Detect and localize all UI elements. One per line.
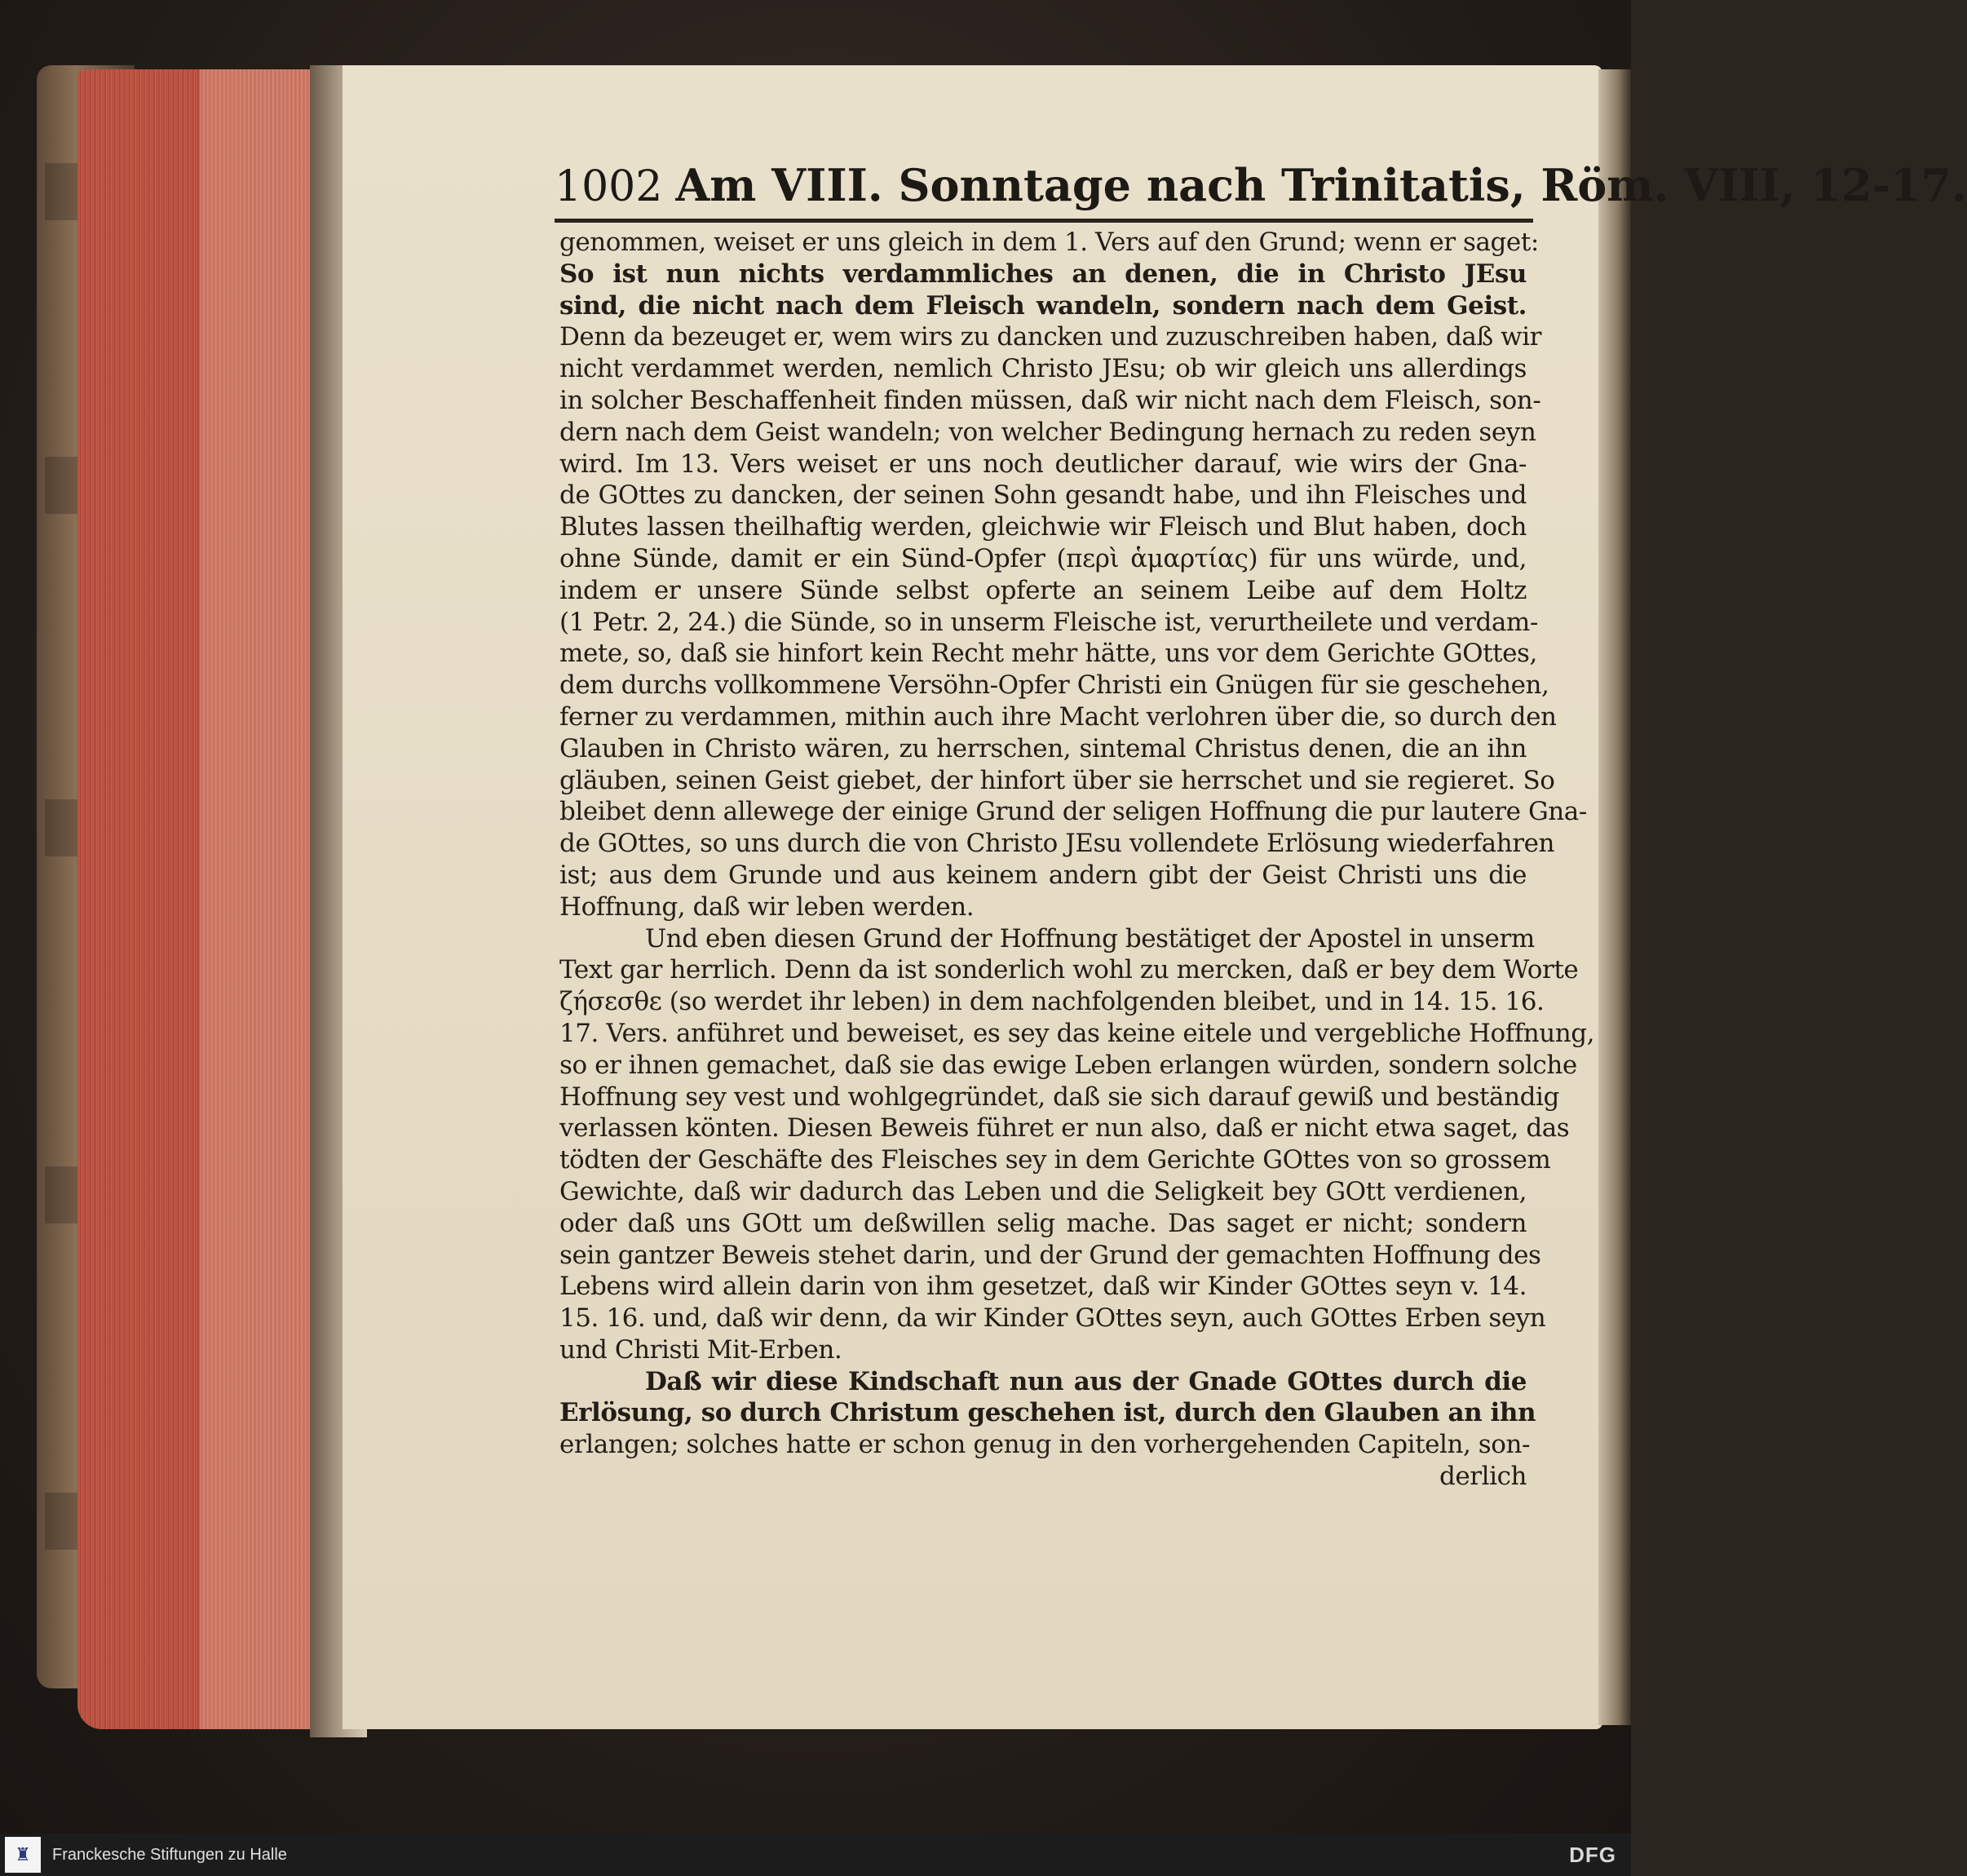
text-line: Erlösung, so durch Christum geschehen ist, durch den Glauben an ihn: [559, 1398, 1536, 1428]
catchword: derlich: [1439, 1462, 1527, 1492]
body-text: [559, 227, 1595, 1493]
institution-logo-icon: ♜: [15, 1844, 31, 1865]
text-line: genommen, weiset er uns gleich in dem 1. Vers auf den Grund; wenn er saget:: [559, 228, 1539, 257]
text-line: de GOttes, so uns durch die von Christo JEsu vollendete Erlösung wiederfahren: [559, 829, 1555, 859]
text-line: sein gantzer Beweis stehet darin, und der Grund der gemachten Hoffnung des: [559, 1240, 1541, 1270]
text-line: gläuben, seinen Geist giebet, der hinfort über sie herrschet und sie regieret. So: [559, 765, 1555, 795]
text-line: 17. Vers. anführet und beweiset, es sey das keine eitele und vergebliche Hoffnung,: [559, 1018, 1595, 1048]
text-line: nicht verdammet werden, nemlich Christo JEsu; ob wir gleich uns allerdings: [559, 354, 1527, 384]
text-line: Hoffnung, daß wir leben werden.: [559, 892, 975, 922]
text-line: bleibet denn allewege der einige Grund der seligen Hoffnung die pur lautere Gna-: [559, 797, 1587, 827]
text-line: Gewichte, daß wir dadurch das Leben und die Seligkeit bey GOtt verdienen,: [559, 1176, 1527, 1206]
page-right-edge: [1598, 69, 1631, 1725]
text-line: ohne Sünde, damit er ein Sünd-Opfer (περὶ ἁμαρτίας) für uns würde, und,: [559, 543, 1527, 573]
text-line: Daß wir diese Kindschaft nun aus der Gnade GOttes durch die: [645, 1366, 1527, 1396]
text-line: Blutes lassen theilhaftig werden, gleichwie wir Fleisch und Blut haben, doch: [559, 512, 1527, 542]
text-line: (1 Petr. 2, 24.) die Sünde, so in unserm Fleische ist, verurtheilete und verdam-: [559, 607, 1538, 637]
text-line: Hoffnung sey vest und wohlgegründet, daß sie sich darauf gewiß und beständig: [559, 1082, 1559, 1112]
running-title: Am VIII. Sonntage nach Trinitatis, Röm. VIII, 12-17.: [675, 159, 1967, 211]
text-line: verlassen könten. Diesen Beweis führet er nun also, daß er nicht etwa saget, das: [559, 1113, 1570, 1144]
text-line: 15. 16. und, daß wir denn, da wir Kinder GOttes seyn, auch GOttes Erben seyn: [559, 1303, 1546, 1334]
page-edges: [77, 69, 322, 1729]
text-line: Glauben in Christo wären, zu herrschen, sintemal Christus denen, die an ihn: [559, 733, 1527, 763]
text-line: So ist nun nichts verdammliches an denen, die in Christo JEsu: [559, 259, 1527, 289]
text-line: dern nach dem Geist wandeln; von welcher Bedingung hernach zu reden seyn: [559, 417, 1536, 447]
header-rule: [555, 219, 1533, 223]
text-line: sind, die nicht nach dem Fleisch wandeln, sondern nach dem Geist.: [559, 290, 1527, 321]
text-line: Denn da bezeuget er, wem wirs zu dancken und zuzuschreiben haben, daß wir: [559, 322, 1542, 352]
text-line: und Christi Mit-Erben.: [559, 1334, 842, 1365]
text-line: in solcher Beschaffenheit finden müssen, daß wir nicht nach dem Fleisch, son-: [559, 385, 1541, 415]
text-line: so er ihnen gemachet, daß sie das ewige Leben erlangen würden, sondern solche: [559, 1050, 1577, 1080]
text-line: indem er unsere Sünde selbst opferte an seinem Leibe auf dem Holtz: [559, 575, 1527, 605]
text-line: ζήσεσθε (so werdet ihr leben) in dem nachfolgenden bleibet, und in 14. 15. 16.: [559, 987, 1545, 1017]
text-line: de GOttes zu dancken, der seinen Sohn gesandt habe, und ihn Fleisches und: [559, 480, 1527, 511]
text-line: Text gar herrlich. Denn da ist sonderlich wohl zu mercken, daß er bey dem Worte: [559, 955, 1579, 985]
text-line: Lebens wird allein darin von ihm gesetzet, daß wir Kinder GOttes seyn v. 14.: [559, 1272, 1527, 1302]
running-head: [555, 159, 1967, 216]
text-line: tödten der Geschäfte des Fleisches sey in dem Gerichte GOttes von so grossem: [559, 1145, 1551, 1175]
text-line: oder daß uns GOtt um deßwillen selig mache. Das saget er nicht; sondern: [559, 1208, 1527, 1238]
institution-logo: [5, 1837, 41, 1873]
text-line: mete, so, daß sie hinfort kein Recht mehr hätte, uns vor dem Gerichte GOttes,: [559, 639, 1537, 669]
text-line: Und eben diesen Grund der Hoffnung bestätiget der Apostel in unserm: [645, 923, 1535, 953]
institution-name: Franckesche Stiftungen zu Halle: [52, 1845, 287, 1864]
text-line: ist; aus dem Grunde und aus keinem andern gibt der Geist Christi uns die: [559, 860, 1527, 890]
text-line: erlangen; solches hatte er schon genug in den vorhergehenden Capiteln, son-: [559, 1430, 1530, 1460]
funder-logo: DFG: [1569, 1842, 1616, 1867]
viewer-footer: [0, 1834, 1631, 1876]
text-line: dem durchs vollkommene Versöhn-Opfer Christi ein Gnügen für sie geschehen,: [559, 670, 1549, 701]
text-line: ferner zu verdammen, mithin auch ihre Macht verlohren über die, so durch den: [559, 701, 1557, 732]
text-line: wird. Im 13. Vers weiset er uns noch deutlicher darauf, wie wirs der Gna-: [559, 449, 1527, 479]
page-number: 1002: [555, 162, 663, 211]
